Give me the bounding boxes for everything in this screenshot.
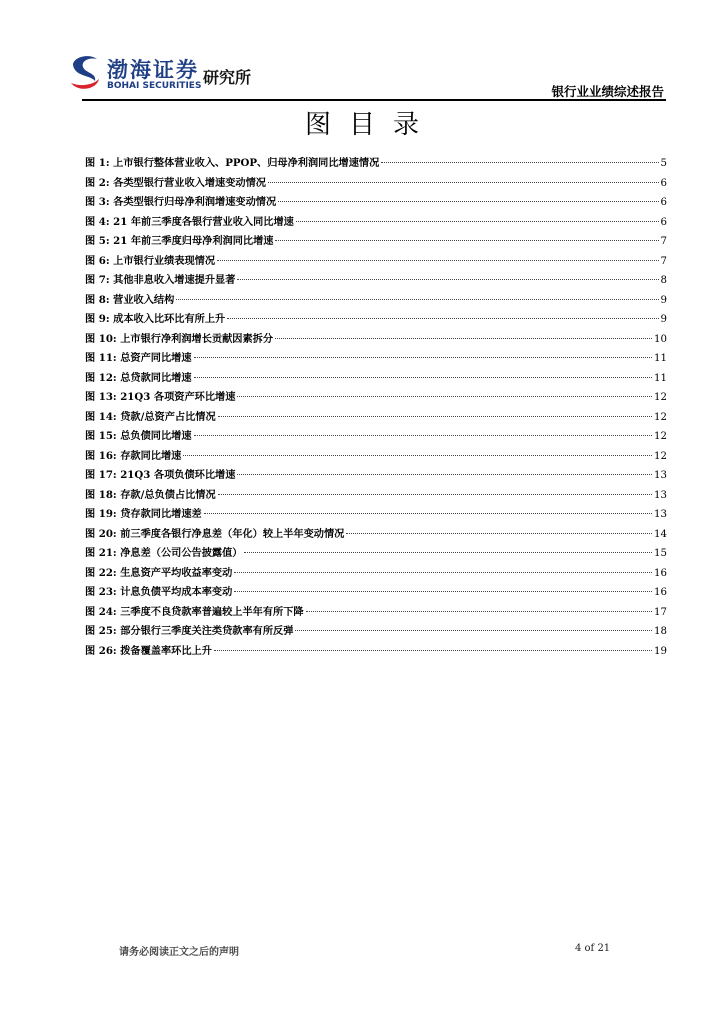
toc-entry[interactable] — [85, 193, 667, 213]
toc-entry-page[interactable]: 8 — [660, 275, 667, 286]
toc-entry-label[interactable]: 图 18: 存款/总负债占比情况 — [85, 488, 216, 501]
toc-entry[interactable] — [85, 583, 667, 603]
toc-leader-dots — [237, 396, 652, 397]
toc-leader-dots — [296, 221, 659, 222]
toc-leader-dots — [227, 318, 658, 319]
toc-entry-label[interactable]: 图 25: 部分银行三季度关注类贷款率有所反弹 — [85, 625, 294, 637]
toc-entry[interactable] — [85, 154, 667, 174]
toc-leader-dots — [194, 357, 653, 358]
toc-entry[interactable] — [85, 486, 667, 506]
toc-entry-page[interactable]: 16 — [654, 567, 667, 579]
toc-entry-label[interactable]: 图 4: 21 年前三季度各银行营业收入同比增速 — [85, 215, 294, 228]
toc-entry-page[interactable]: 13 — [654, 470, 667, 481]
toc-entry-page[interactable]: 7 — [660, 255, 667, 267]
toc-leader-dots — [183, 455, 652, 456]
toc-entry[interactable] — [85, 622, 667, 642]
report-type-label: 银行业业绩综述报告 — [551, 84, 664, 99]
toc-entry-label[interactable]: 图 2: 各类型银行营业收入增速变动情况 — [85, 176, 266, 189]
toc-leader-dots — [214, 650, 652, 651]
toc-leader-dots — [194, 435, 653, 436]
toc-entry[interactable] — [85, 271, 667, 291]
toc-entry-page[interactable]: 7 — [660, 236, 667, 247]
toc-leader-dots — [381, 162, 658, 163]
toc-entry-label[interactable]: 图 7: 其他非息收入增速提升显著 — [85, 274, 236, 286]
toc-entry-label[interactable]: 图 5: 21 年前三季度归母净利润同比增速 — [85, 235, 274, 247]
toc-entry-page[interactable]: 10 — [654, 333, 667, 345]
toc-leader-dots — [278, 201, 658, 202]
toc-leader-dots — [217, 260, 659, 261]
disclaimer-note: 请务必阅读正文之后的声明 — [119, 947, 239, 958]
toc-leader-dots — [237, 279, 658, 280]
toc-entry-page[interactable]: 13 — [654, 489, 667, 501]
toc-entry[interactable] — [85, 505, 667, 525]
toc-entry-page[interactable]: 6 — [660, 197, 667, 208]
toc-leader-dots — [295, 630, 652, 631]
toc-entry-label[interactable]: 图 13: 21Q3 各项资产环比增速 — [85, 391, 236, 403]
toc-entry[interactable] — [85, 232, 667, 252]
toc-entry-label[interactable]: 图 11: 总资产同比增速 — [85, 352, 192, 364]
toc-entry-label[interactable]: 图 8: 营业收入结构 — [85, 293, 175, 306]
toc-entry-page[interactable]: 12 — [654, 392, 667, 403]
toc-leader-dots — [218, 416, 652, 417]
toc-entry-page[interactable]: 9 — [660, 314, 667, 325]
toc-leader-dots — [234, 591, 652, 592]
toc-entry[interactable] — [85, 213, 667, 233]
toc-leader-dots — [346, 533, 652, 534]
institute-name: 研究所 — [203, 68, 252, 87]
toc-leader-dots — [204, 513, 652, 514]
toc-entry[interactable] — [85, 388, 667, 408]
toc-entry[interactable] — [85, 330, 667, 350]
toc-entry-page[interactable]: 15 — [654, 548, 667, 559]
toc-leader-dots — [268, 182, 659, 183]
toc-leader-dots — [176, 299, 658, 300]
toc-entry-label[interactable]: 图 17: 21Q3 各项负债环比增速 — [85, 469, 236, 481]
toc-leader-dots — [234, 572, 652, 573]
logo-english-name: BOHAI SECURITIES — [107, 81, 202, 91]
toc-entry-label[interactable]: 图 15: 总负债同比增速 — [85, 430, 192, 442]
toc-entry-page[interactable]: 9 — [660, 294, 667, 306]
toc-entry-page[interactable]: 16 — [654, 587, 667, 598]
toc-entry[interactable] — [85, 252, 667, 272]
toc-entry[interactable] — [85, 174, 667, 194]
toc-entry-label[interactable]: 图 6: 上市银行业绩表现情况 — [85, 254, 216, 267]
toc-entry[interactable] — [85, 564, 667, 584]
toc-entry-label[interactable]: 图 23: 计息负债平均成本率变动 — [85, 586, 233, 598]
toc-entry[interactable] — [85, 525, 667, 545]
toc-entry-label[interactable]: 图 10: 上市银行净利润增长贡献因素拆分 — [85, 332, 274, 345]
toc-entry[interactable] — [85, 408, 667, 428]
toc-entry[interactable] — [85, 369, 667, 389]
toc-entry[interactable] — [85, 603, 667, 623]
company-logo — [67, 53, 257, 93]
toc-leader-dots — [218, 494, 652, 495]
toc-entry-label[interactable]: 图 22: 生息资产平均收益率变动 — [85, 566, 233, 579]
toc-entry-label[interactable]: 图 1: 上市银行整体营业收入、PPOP、归母净利润同比增速情况 — [85, 157, 380, 169]
bohai-logo-icon — [67, 53, 103, 93]
toc-entry-page[interactable]: 13 — [654, 509, 667, 520]
toc-entry-label[interactable]: 图 9: 成本收入比环比有所上升 — [85, 313, 226, 325]
toc-entry-label[interactable]: 图 16: 存款同比增速 — [85, 449, 182, 462]
toc-entry-page[interactable]: 14 — [654, 528, 667, 540]
toc-leader-dots — [306, 611, 652, 612]
toc-entry-page[interactable]: 12 — [654, 411, 667, 423]
toc-entry-page[interactable]: 12 — [654, 450, 667, 462]
toc-entry[interactable] — [85, 447, 667, 467]
toc-entry[interactable] — [85, 427, 667, 447]
toc-entry[interactable] — [85, 349, 667, 369]
toc-entry-page[interactable]: 11 — [654, 353, 667, 364]
toc-entry-page[interactable]: 5 — [660, 158, 667, 169]
toc-leader-dots — [275, 240, 658, 241]
toc-title: 图目录 — [304, 110, 437, 140]
toc-entry-page[interactable]: 17 — [654, 606, 667, 618]
toc-entry-page[interactable]: 6 — [660, 216, 667, 228]
toc-leader-dots — [194, 377, 653, 378]
toc-leader-dots — [275, 338, 652, 339]
toc-entry-page[interactable]: 11 — [654, 372, 667, 384]
toc-entry-label[interactable]: 图 14: 贷款/总资产占比情况 — [85, 410, 216, 423]
toc-entry-page[interactable]: 6 — [660, 177, 667, 189]
toc-entry[interactable] — [85, 466, 667, 486]
toc-entry[interactable] — [85, 544, 667, 564]
toc-entry-label[interactable]: 图 24: 三季度不良贷款率普遍较上半年有所下降 — [85, 605, 304, 618]
toc-entry[interactable] — [85, 642, 667, 662]
page-number: 4 of 21 — [575, 943, 611, 954]
toc-entry-label[interactable]: 图 21: 净息差（公司公告披露值） — [85, 547, 243, 559]
toc-entry-page[interactable]: 18 — [654, 626, 667, 637]
logo-chinese-name: 渤海证券 — [107, 57, 199, 82]
toc-leader-dots — [237, 474, 652, 475]
toc-entry[interactable] — [85, 310, 667, 330]
toc-entry-page[interactable]: 12 — [654, 431, 667, 442]
toc-entry-page[interactable]: 19 — [654, 645, 667, 657]
header-rule — [82, 99, 666, 101]
toc-entry-label[interactable]: 图 20: 前三季度各银行净息差（年化）较上半年变动情况 — [85, 527, 345, 540]
toc-entry-label[interactable]: 图 26: 拨备覆盖率环比上升 — [85, 644, 212, 657]
toc-leader-dots — [244, 552, 652, 553]
toc-entry[interactable] — [85, 291, 667, 311]
toc-entry-label[interactable]: 图 3: 各类型银行归母净利润增速变动情况 — [85, 196, 277, 208]
toc-entry-label[interactable]: 图 12: 总贷款同比增速 — [85, 371, 192, 384]
toc-entry-label[interactable]: 图 19: 贷存款同比增速差 — [85, 508, 202, 520]
figure-list — [85, 154, 667, 661]
